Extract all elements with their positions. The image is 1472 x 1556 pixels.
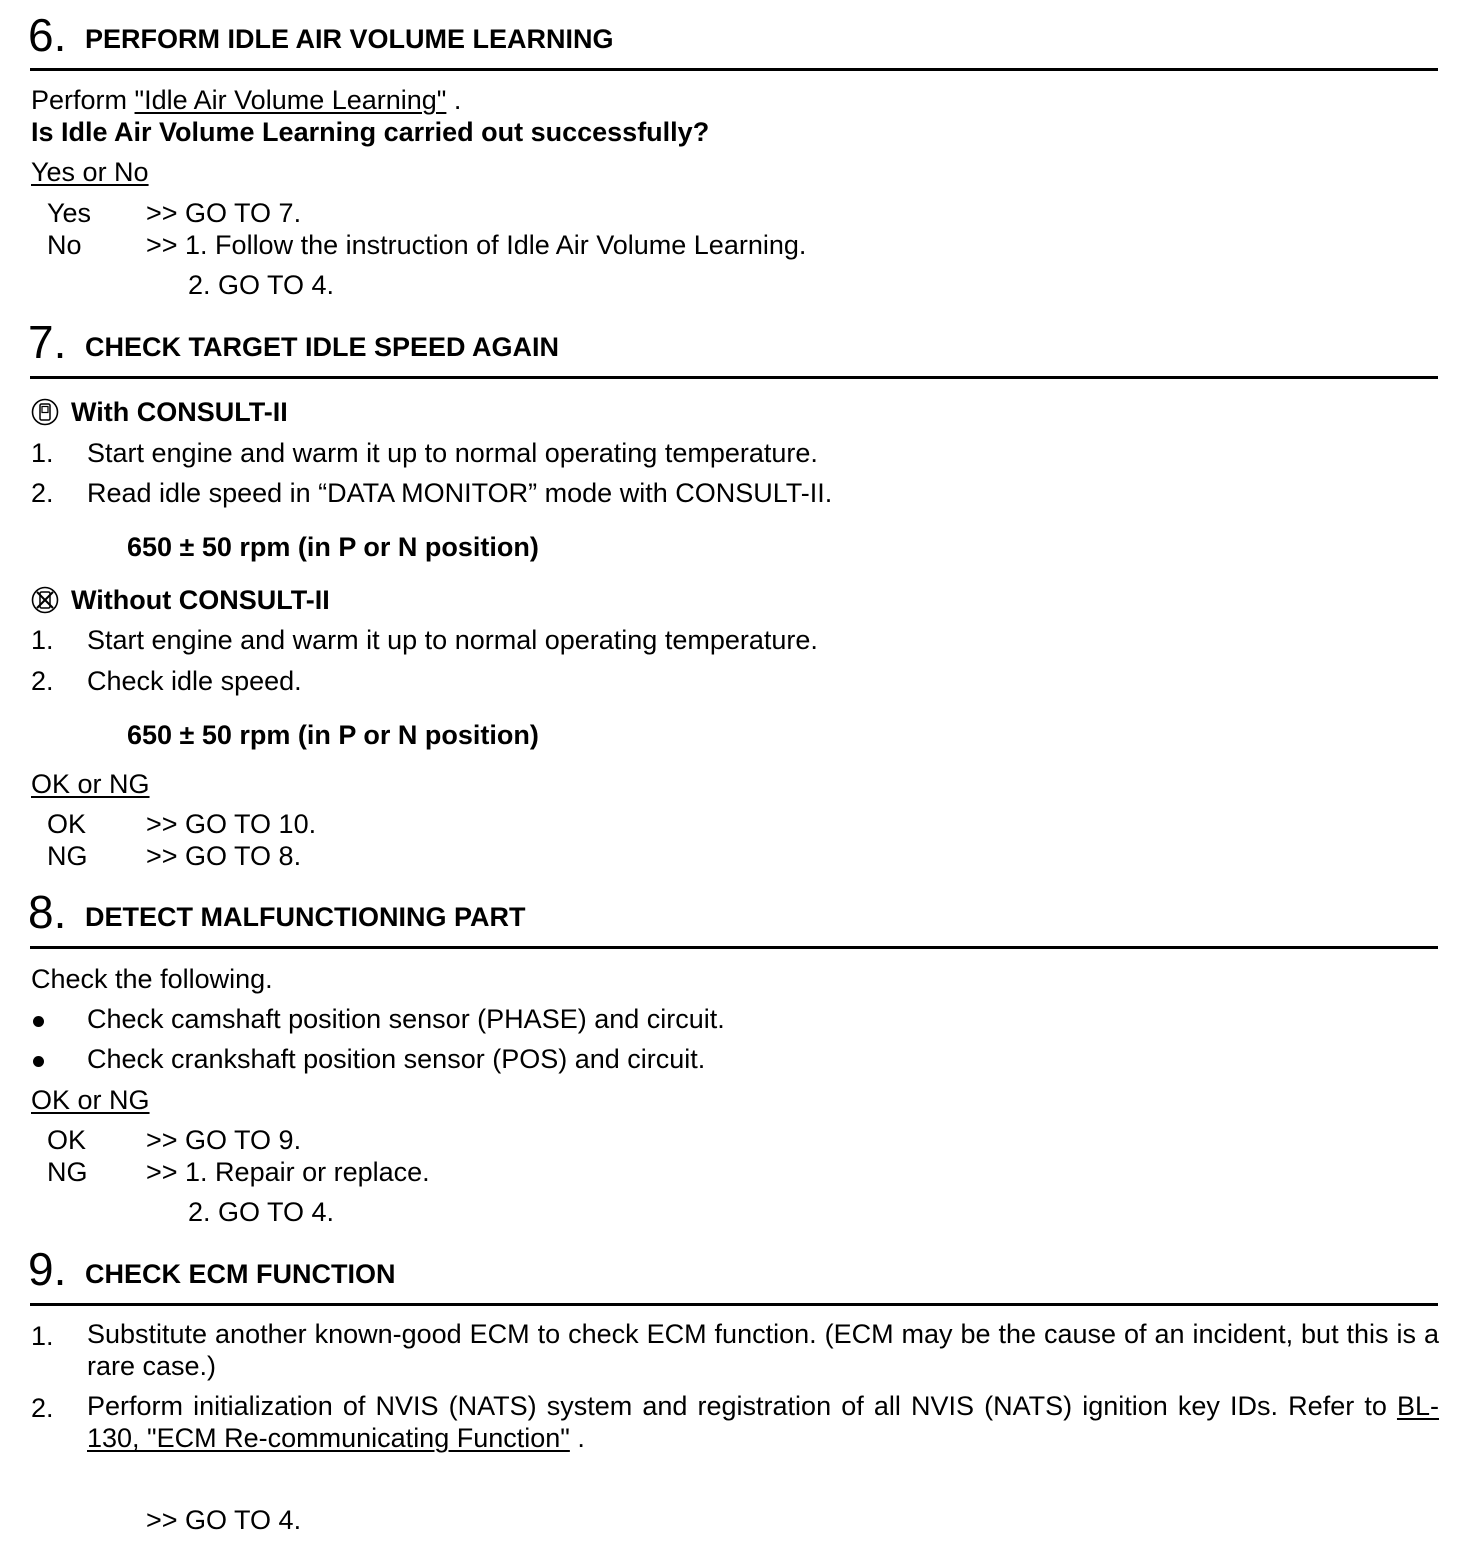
section-7-divider <box>30 376 1438 379</box>
bullet-marker <box>33 1056 44 1067</box>
section-6-intro-suffix: . <box>446 85 462 115</box>
section-7-ok-action: >> GO TO 10. <box>146 809 317 839</box>
section-6-divider <box>30 68 1438 71</box>
section-7-number: 7. <box>28 316 67 368</box>
no-consult-device-icon <box>31 586 59 614</box>
bullet-marker <box>33 1016 44 1027</box>
section-9-step-2-suffix: . <box>569 1423 585 1453</box>
section-8-bullet-2: Check crankshaft position sensor (POS) and circuit. <box>87 1044 706 1074</box>
consult-device-icon <box>31 398 59 426</box>
without-step-2-text: Check idle speed. <box>87 666 302 696</box>
without-step-1-number: 1. <box>31 625 54 655</box>
section-8-ng-action-step2: 2. GO TO 4. <box>188 1197 335 1227</box>
section-8-ng-action: >> 1. Repair or replace. <box>146 1157 430 1187</box>
section-6-number: 6. <box>28 9 67 61</box>
section-7-decision-label: OK or NG <box>31 769 150 799</box>
section-8-decision-label: OK or NG <box>31 1085 150 1115</box>
section-9-step-1-text: Substitute another known-good ECM to check ECM function. (ECM may be the cause of an incident, but this is a rare case.) <box>87 1319 1439 1381</box>
idle-air-volume-learning-link[interactable]: "Idle Air Volume Learning" <box>134 85 447 115</box>
section-6-intro <box>31 87 461 114</box>
section-6-yes-action: >> GO TO 7. <box>146 198 302 228</box>
section-9-divider <box>30 1303 1438 1306</box>
section-9-step-2-body: Perform initialization of NVIS (NATS) system and registration of all NVIS (NATS) ignition key IDs. Refer to <box>87 1391 1397 1421</box>
section-6-question: Is Idle Air Volume Learning carried out successfully? <box>31 117 710 147</box>
section-9-final-action: >> GO TO 4. <box>146 1505 302 1535</box>
section-8-ng-key: NG <box>47 1157 88 1187</box>
section-6-no-action-step2: 2. GO TO 4. <box>188 270 335 300</box>
section-6-intro-prefix: Perform <box>31 85 135 115</box>
ecm-re-communicating-function-link[interactable]: BL-130, "ECM Re-communicating Function" <box>87 1391 1439 1453</box>
section-8-number: 8. <box>28 886 67 938</box>
section-8-divider <box>30 946 1438 949</box>
with-step-1-number: 1. <box>31 438 54 468</box>
section-6-no-key: No <box>47 230 82 260</box>
section-7-ok-key: OK <box>47 809 87 839</box>
section-9-step-2-number: 2. <box>31 1393 54 1423</box>
section-9-step-2-text <box>87 1390 1439 1454</box>
without-step-1-text: Start engine and warm it up to normal operating temperature. <box>87 625 818 655</box>
idle-speed-spec-with: 650 ± 50 rpm (in P or N position) <box>127 532 539 562</box>
section-7-ng-key: NG <box>47 841 88 871</box>
section-8-bullet-1: Check camshaft position sensor (PHASE) and circuit. <box>87 1004 725 1034</box>
section-6-title: PERFORM IDLE AIR VOLUME LEARNING <box>85 24 614 54</box>
with-step-2-number: 2. <box>31 478 54 508</box>
section-9-title: CHECK ECM FUNCTION <box>85 1259 396 1289</box>
section-8-title: DETECT MALFUNCTIONING PART <box>85 902 526 932</box>
section-6-no-action: >> 1. Follow the instruction of Idle Air Volume Learning. <box>146 230 807 260</box>
with-step-1-text: Start engine and warm it up to normal operating temperature. <box>87 438 818 468</box>
with-consult-label: With CONSULT-II <box>71 397 288 427</box>
section-7-ng-action: >> GO TO 8. <box>146 841 302 871</box>
section-9-step-1-number: 1. <box>31 1321 54 1351</box>
idle-speed-spec-without: 650 ± 50 rpm (in P or N position) <box>127 720 539 750</box>
section-8-ok-action: >> GO TO 9. <box>146 1125 302 1155</box>
section-8-ok-key: OK <box>47 1125 87 1155</box>
section-7-title: CHECK TARGET IDLE SPEED AGAIN <box>85 332 560 362</box>
section-8-intro: Check the following. <box>31 964 273 994</box>
section-6-yes-key: Yes <box>47 198 92 228</box>
section-9-number: 9. <box>28 1243 67 1295</box>
without-consult-label: Without CONSULT-II <box>71 585 330 615</box>
without-step-2-number: 2. <box>31 666 54 696</box>
with-step-2-text: Read idle speed in “DATA MONITOR” mode with CONSULT-II. <box>87 478 833 508</box>
section-6-decision-label: Yes or No <box>31 157 149 187</box>
